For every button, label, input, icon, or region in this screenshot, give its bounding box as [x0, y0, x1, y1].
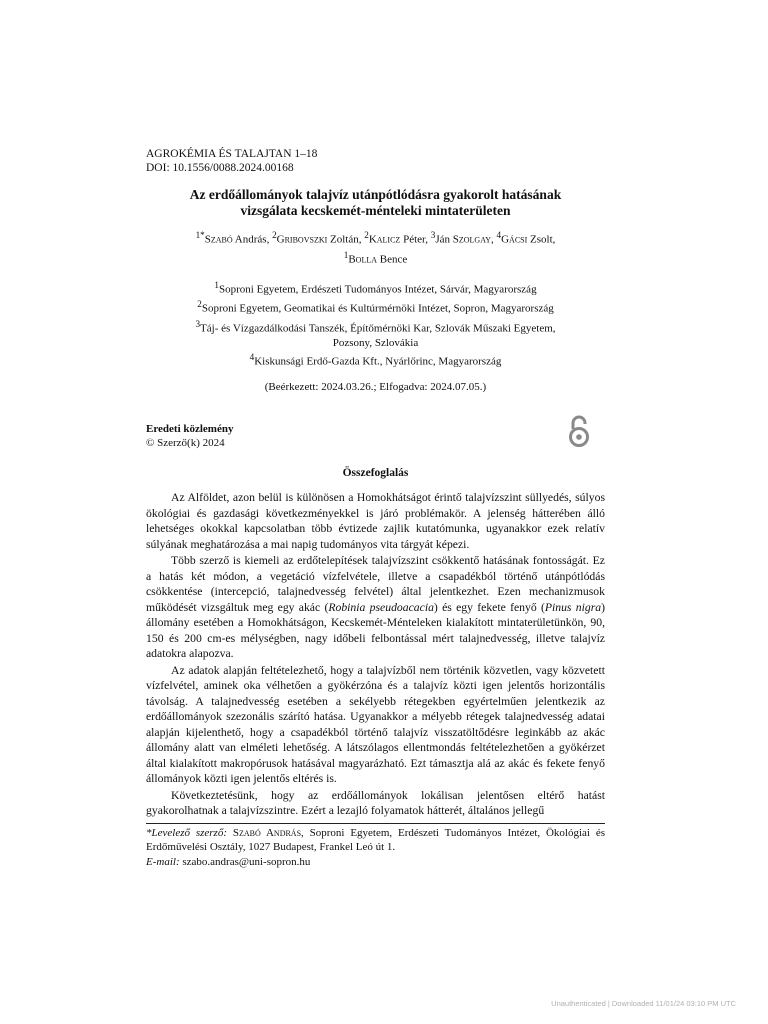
author-given: Zsolt,: [527, 233, 556, 246]
abstract-body: [146, 490, 605, 819]
email-label: E-mail:: [146, 855, 180, 868]
text-run: Több szerző is kiemeli az erdőtelepítések talajvízszint csökkentő hatásának fontosságát. Ez a hatás két módon, a vegetáció vízfelvétele, illetve a csapadékból történő utánpótlódás csökkentése (intercepció, talajnedvesség felvétel) által jelentkezhet. Ezen mechanizmusok működését vizsgáltuk meg egy akác (: [146, 554, 605, 614]
text-run: ) és egy fekete fenyő (: [433, 600, 545, 614]
affiliations: [146, 278, 605, 369]
author-surname: Bolla: [348, 253, 377, 266]
author-surname: Kalicz: [368, 233, 401, 246]
footnote-text: [146, 826, 605, 855]
email-address[interactable]: szabo.andras@uni-sopron.hu: [179, 855, 311, 868]
text-run: ) állomány esetében a Homokhátságon, Kecskemét-Ménteleken kialakított mintaterületünkön, 90, 150 és 200 cm-es mélységben, nagy időbeli felbontással mért talajnedvesség, illetve talajvíz adatokra alapozva.: [146, 600, 605, 661]
copyright: © Szerző(k) 2024: [146, 437, 225, 450]
abstract-heading: Összefoglalás: [342, 467, 409, 480]
doi[interactable]: DOI: 10.1556/0088.2024.00168: [146, 162, 294, 174]
corresponding-author-footnote: [146, 823, 605, 870]
affiliation-3-cont: Pozsony, Szlovákia: [332, 336, 419, 349]
author-surname: Szabó: [204, 233, 233, 246]
author-given: Bence: [377, 253, 408, 266]
affiliation-text: Soproni Egyetem, Geomatikai és Kultúrmérnöki Intézet, Sopron, Magyarország: [201, 303, 554, 316]
author-given: Ján: [435, 233, 453, 246]
article-meta: [146, 422, 605, 454]
author-surname: Gácsi: [501, 233, 528, 246]
title-line-2: vizsgálata kecskemét-ménteleki mintaterületen: [240, 202, 511, 218]
footnote-label: *Levelező szerző:: [146, 826, 227, 839]
affiliation-text: Táj- és Vízgazdálkodási Tanszék, Építőmérnöki Kar, Szlovák Műszaki Egyetem,: [200, 322, 556, 335]
author-mark: 1: [343, 249, 349, 260]
author-mark: 3: [430, 230, 436, 240]
affiliation-text: Kiskunsági Erdő-Gazda Kft., Nyárlőrinc, Magyarország: [254, 355, 502, 368]
author-mark: 2: [364, 230, 369, 240]
author-list: [146, 228, 605, 267]
affiliation-mark: 2: [197, 299, 202, 310]
footnote-address: , Soproni Egyetem, Erdészeti Tudományos Intézet, Ökológiai és Erdőművelési Osztály, 1027 Budapest, Frankel Leó út 1.: [146, 826, 605, 854]
abstract-paragraph-1: Az Alföldet, azon belül is különösen a Homokhátságot érintő talajvízszint süllyedés, súlyos ökológiai és gazdasági következményekkel is járó problémakör. A jelenség hátterében álló lehetséges okokkal kapcsolatban több évtizede zajlik kutatómunka, ugyanakkor ezek relatív súlyának meghatározása a mai napig tudományos vita tárgyát képezi.: [146, 491, 605, 551]
species-name-pinus: Pinus nigra: [544, 600, 602, 614]
paper-page: [146, 147, 605, 869]
author-separator: ,: [491, 233, 497, 246]
author-given: Zoltán,: [327, 233, 365, 246]
author-mark: 4: [496, 230, 502, 240]
author-line-1: [146, 228, 605, 248]
affiliation-text: Soproni Egyetem, Erdészeti Tudományos Intézet, Sárvár, Magyarország: [219, 283, 537, 296]
author-surname: Szolgay: [452, 233, 492, 246]
author-given: András,: [232, 233, 273, 246]
author-line-2: [146, 248, 605, 268]
footnote-author-name: Szabó András: [232, 826, 302, 839]
author-surname: Gribovszki: [276, 233, 328, 246]
author-mark: 2: [272, 230, 277, 240]
affiliation-mark: 3: [195, 318, 201, 329]
affiliation-3: [146, 317, 605, 336]
title-line-1: Az erdőállományok talajvíz utánpótlódásra gyakorolt hatásának: [189, 187, 562, 202]
abstract-paragraph-3: Az adatok alapján feltételezhető, hogy a talajvízből nem történik közvetlen, vagy közvetett vízfelvétel, aminek oka vélhetően a gyökérzóna és a talajvíz közti igen jelentős horizontális távolság. A talajnedvesség esetében a sekélyebb rétegekben egyértelműen jelentkezik az erdőállományok szezonális szárító hatása. Ugyanakkor a mélyebb rétegek talajnedvesség adatai alapján kijelenthető, hogy a csapadékból történő talajvíz visszatöltődésre leginkább az akác állomány alatt van elméleti lehetőség. A látszólagos ellentmondás feltételezhetően a gyökérzet által kialakított makropórusok hatásával magyarázható. Ezt támasztja alá az akác és fekete fenyő állományok közti igen jelentős eltérés is.: [146, 663, 605, 786]
affiliation-2: [146, 297, 605, 316]
received-accepted-dates: (Beérkezett: 2024.03.26.; Elfogadva: 2024.07.05.): [264, 381, 487, 394]
affiliation-4: [146, 350, 605, 369]
article-type: Eredeti közlemény: [146, 423, 234, 436]
journal-header: [146, 147, 605, 175]
author-mark: 1*: [195, 230, 205, 240]
affiliation-mark: 1: [214, 280, 219, 291]
open-access-icon: [567, 414, 591, 448]
affiliation-1: [146, 278, 605, 297]
species-name-robinia: Robinia pseudoacacia: [328, 600, 434, 614]
download-watermark: Unauthenticated | Downloaded 11/01/24 03:10 PM UTC: [551, 999, 736, 1008]
affiliation-mark: 4: [249, 352, 255, 363]
journal-name: AGROKÉMIA ÉS TALAJTAN 1–18: [146, 148, 318, 160]
author-given: Péter,: [400, 233, 431, 246]
footnote-email-line: [146, 855, 605, 870]
abstract-paragraph-4: Következtetésünk, hogy az erdőállományok lokálisan jelentősen eltérő hatást gyakorolhatnak a talajvízszintre. Ezért a lezajló folyamatok hátterét, általános jellegű: [146, 788, 605, 818]
abstract-paragraph-2: [146, 553, 605, 662]
paper-title: [146, 187, 605, 218]
